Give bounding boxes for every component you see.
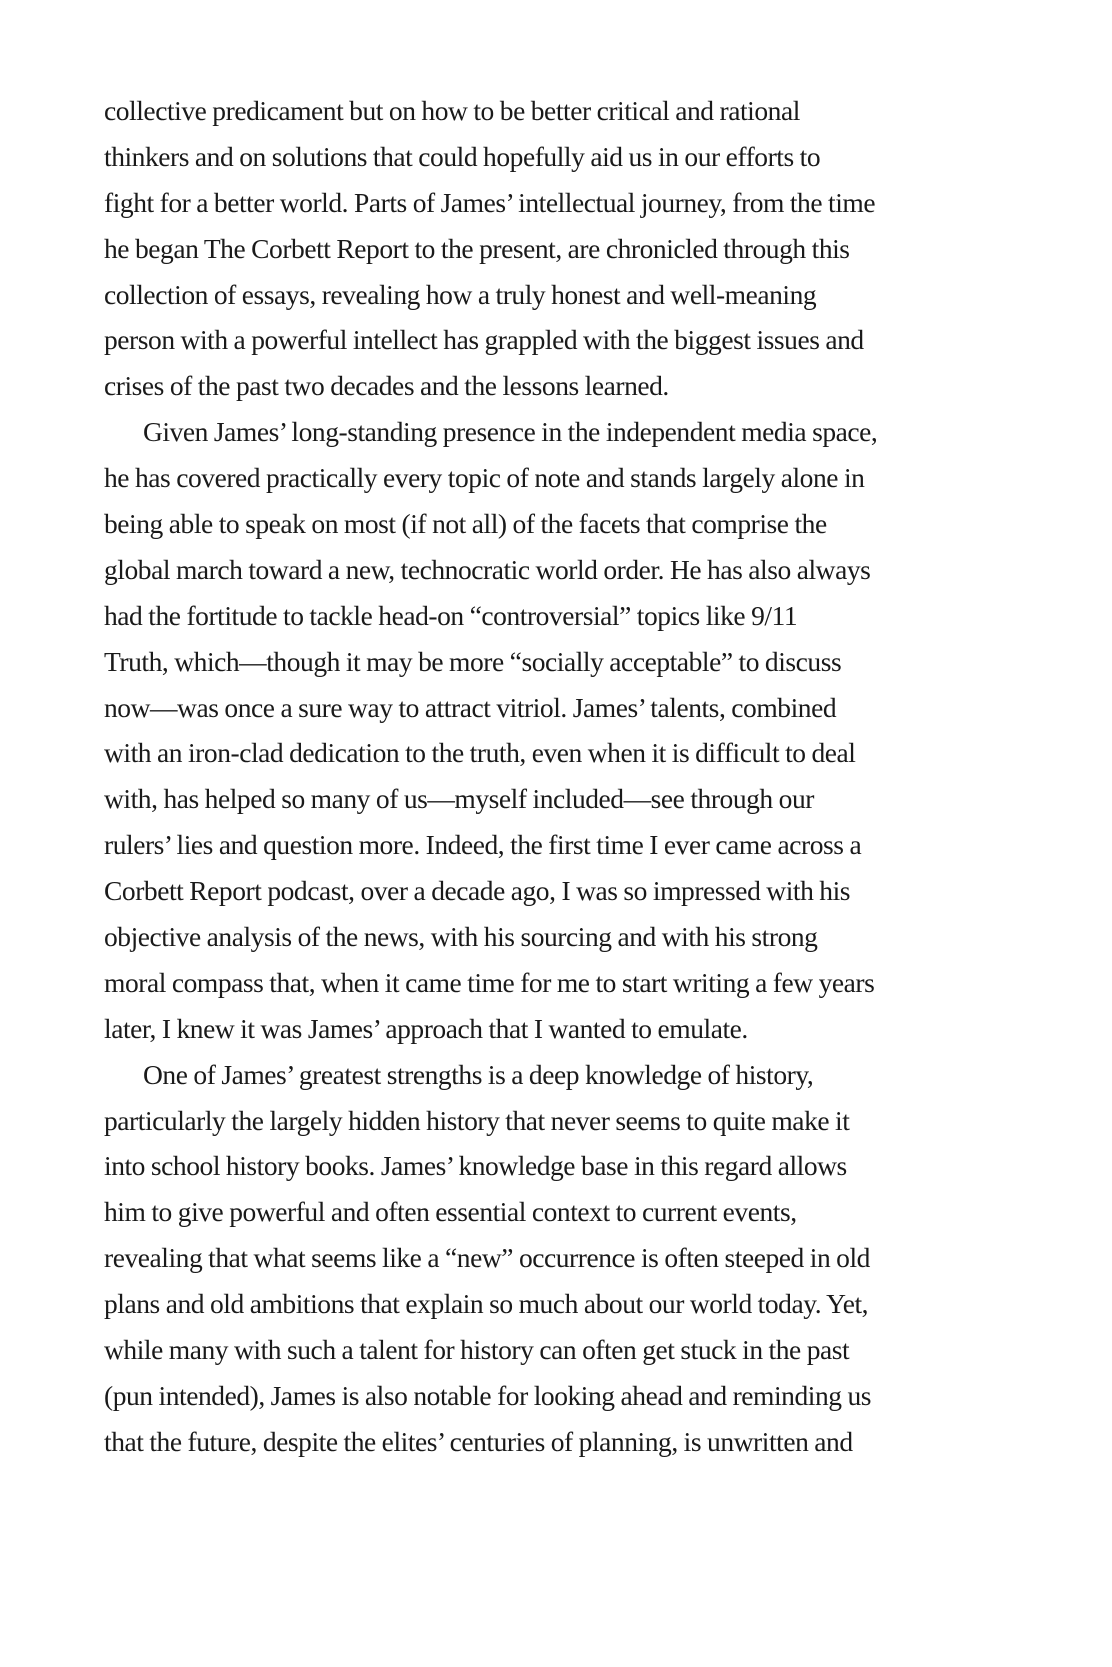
text-line: (pun intended), James is also notable for looking ahead and reminding us <box>104 1379 872 1411</box>
text-line-indented: Given James’ long-standing presence in the independent media space, <box>143 416 878 448</box>
paragraph-2 <box>104 409 944 1051</box>
text-line: he has covered practically every topic of note and stands largely alone in <box>104 462 865 494</box>
text-line: collective predicament but on how to be better critical and rational <box>104 95 800 126</box>
text-line: objective analysis of the news, with his sourcing and with his strong <box>104 921 818 953</box>
text-line: rulers’ lies and question more. Indeed, the first time I ever came across a <box>104 829 862 861</box>
text-line: while many with such a talent for history can often get stuck in the past <box>104 1334 850 1366</box>
text-line: had the fortitude to tackle head-on “controversial” topics like 9/11 <box>104 599 798 631</box>
text-line: Truth, which—though it may be more “socially acceptable” to discuss <box>104 645 842 677</box>
text-line: later, I knew it was James’ approach that I wanted to emulate. <box>104 1012 748 1044</box>
text-line: plans and old ambitions that explain so much about our world today. Yet, <box>104 1288 869 1320</box>
text-line: moral compass that, when it came time for me to start writing a few years <box>104 966 875 998</box>
text-line: crises of the past two decades and the lessons learned. <box>104 370 669 402</box>
text-line: fight for a better world. Parts of James’ intellectual journey, from the time <box>104 186 876 218</box>
text-line: Corbett Report podcast, over a decade ago, I was so impressed with his <box>104 875 851 907</box>
paragraph-3 <box>104 1052 944 1465</box>
text-line: particularly the largely hidden history that never seems to quite make it <box>104 1104 850 1136</box>
text-line: person with a powerful intellect has grappled with the biggest issues and <box>104 324 864 356</box>
document-page <box>104 88 944 1465</box>
text-line: being able to speak on most (if not all) of the facets that comprise the <box>104 508 827 540</box>
text-line-indented: One of James’ greatest strengths is a deep knowledge of history, <box>143 1058 814 1090</box>
text-line: global march toward a new, technocratic world order. He has also always <box>104 553 871 585</box>
text-line: with, has helped so many of us—myself included—see through our <box>104 783 814 815</box>
text-line: thinkers and on solutions that could hopefully aid us in our efforts to <box>104 140 821 172</box>
text-line: now—was once a sure way to attract vitriol. James’ talents, combined <box>104 691 837 723</box>
text-line: him to give powerful and often essential context to current events, <box>104 1196 797 1228</box>
paragraph-1 <box>104 88 944 409</box>
text-line: with an iron-clad dedication to the truth, even when it is difficult to deal <box>104 737 856 769</box>
text-line: into school history books. James’ knowledge base in this regard allows <box>104 1150 847 1182</box>
text-line: that the future, despite the elites’ centuries of planning, is unwritten and <box>104 1425 853 1457</box>
text-line: he began The Corbett Report to the present, are chronicled through this <box>104 232 850 264</box>
text-line: collection of essays, revealing how a truly honest and well-meaning <box>104 278 817 310</box>
text-line: revealing that what seems like a “new” occurrence is often steeped in old <box>104 1242 870 1274</box>
